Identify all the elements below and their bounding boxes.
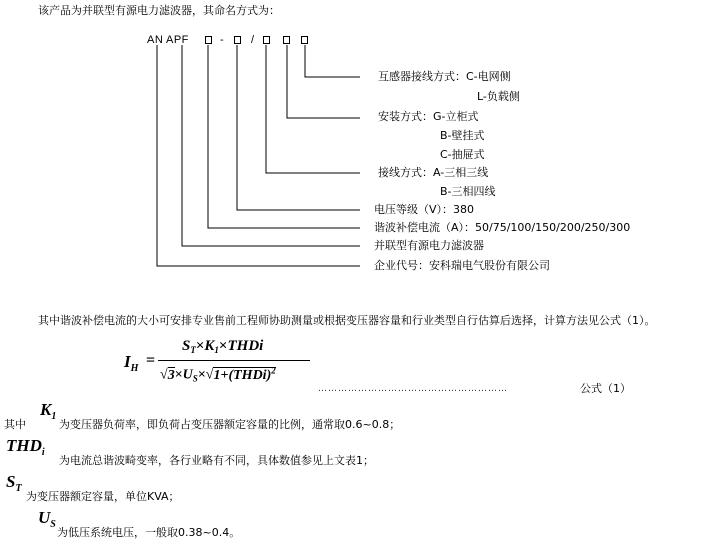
formula-label: 公式（1）	[580, 382, 631, 395]
formula-equals: =	[146, 352, 156, 369]
legend-ct-l: L-负载侧	[477, 90, 520, 103]
definitions-prefix: 其中	[4, 418, 26, 431]
formula-numerator: $S_T\times K_1\times THDi$	[182, 338, 264, 355]
intro-text: 该产品为并联型有源电力滤波器，其命名方式为：	[38, 4, 280, 17]
connector-install	[287, 45, 360, 118]
formula-ih	[124, 340, 324, 390]
legend-ct-c: 互感器接线方式：C-电网侧	[378, 70, 511, 83]
def-us-text: 为低压系统电压，一般取0.38~0.4。	[57, 526, 241, 539]
legend-apf: 并联型有源电力滤波器	[374, 239, 484, 252]
connector-an	[157, 45, 360, 266]
legend-install-b: B-壁挂式	[440, 129, 485, 142]
formula-dots: …………………………………………………	[318, 384, 508, 394]
formula-denominator: $√3\times U_S\times√1+(THDi)^2$	[160, 365, 276, 384]
def-thdi-symbol: $THD_i$	[6, 436, 45, 458]
model-code-dash: -	[220, 34, 225, 46]
def-k1-symbol: $K_1$	[40, 400, 57, 422]
formula-fraction-bar	[158, 360, 310, 361]
legend-install-g: 安装方式：G-立柜式	[378, 110, 479, 123]
def-st-symbol: $S_T$	[6, 472, 22, 494]
legend-company: 企业代号：安科瑞电气股份有限公司	[374, 259, 550, 272]
legend-voltage: 电压等级（V）：380	[374, 203, 475, 216]
connector-apf	[182, 45, 360, 246]
legend-install-c: C-抽屉式	[440, 148, 485, 161]
def-st-text: 为变压器额定容量，单位KVA；	[26, 490, 180, 503]
connector-current	[208, 45, 360, 228]
legend-wiring-b: B-三相四线	[440, 185, 496, 198]
connector-wiring	[266, 45, 360, 173]
def-k1-text: 为变压器负荷率，即负荷占变压器额定容量的比例，通常取0.6~0.8；	[59, 418, 401, 431]
def-us-symbol: $U_S$	[38, 508, 56, 530]
legend-wiring-a: 接线方式：A-三相三线	[378, 166, 489, 179]
model-code-an: AN	[147, 34, 164, 46]
model-code-slash: /	[251, 34, 255, 46]
formula-lhs: $I_H$	[124, 352, 139, 374]
connector-voltage	[237, 45, 360, 210]
model-code-apf: APF	[166, 34, 189, 46]
calc-paragraph: 其中谐波补偿电流的大小可安排专业售前工程师协助测量或根据变压器容量和行业类型自行估算后选择，计算方法见公式（1）。	[38, 314, 656, 327]
connector-ct	[305, 45, 360, 77]
def-thdi-text: 为电流总谐波畸变率，各行业略有不同，具体数值参见上文表1；	[59, 454, 374, 467]
legend-current: 谐波补偿电流（A）：50/75/100/150/200/250/300	[374, 221, 631, 234]
